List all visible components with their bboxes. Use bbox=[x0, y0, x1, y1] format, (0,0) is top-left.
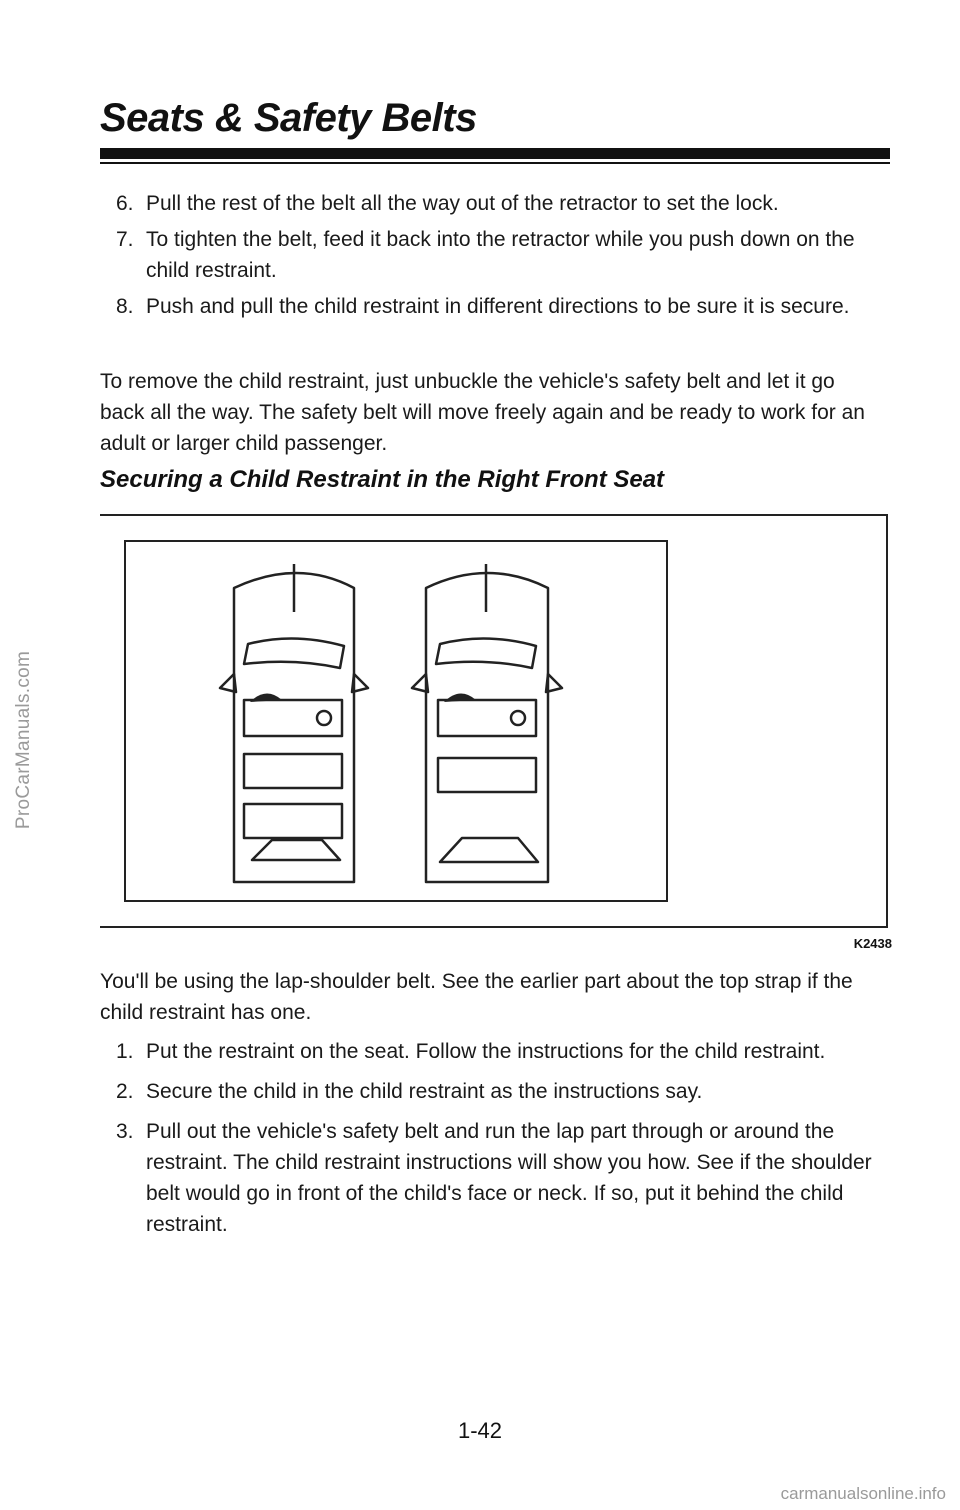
list-item-number: 6. bbox=[116, 192, 134, 215]
steps-list bbox=[116, 1036, 880, 1240]
page-header-title: Seats & Safety Belts bbox=[100, 96, 477, 140]
list-item bbox=[116, 188, 876, 219]
watermark-left-text: ProCarManuals.com bbox=[13, 650, 34, 830]
intro-paragraph: You'll be using the lap-shoulder belt. See the earlier part about the top strap if the child restraint has one. bbox=[100, 970, 853, 1024]
list-item-text: To tighten the belt, feed it back into the retractor while you push down on the child restraint. bbox=[146, 228, 855, 282]
removal-paragraph: To remove the child restraint, just unbuckle the vehicle's safety belt and let it go back all the way. The safety belt will move freely again and be ready to work for an adult or larger child passenger. bbox=[100, 370, 865, 455]
list-item bbox=[116, 224, 876, 286]
vehicle-right-outline bbox=[412, 564, 562, 882]
figure-code: K2438 bbox=[853, 936, 892, 951]
header-rule bbox=[100, 148, 890, 159]
watermark-bottom: carmanualsonline.info bbox=[780, 1484, 946, 1503]
list-item-number: 7. bbox=[116, 228, 134, 251]
list-item-text: Pull the rest of the belt all the way out of the retractor to set the lock. bbox=[146, 192, 779, 215]
list-item-text: Push and pull the child restraint in different directions to be sure it is secure. bbox=[146, 295, 850, 318]
list-item bbox=[116, 291, 876, 322]
list-item-text: Pull out the vehicle's safety belt and run the lap part through or around the restraint. The child restraint instructions will show you how. See if the shoulder belt would go in front of the child's face or neck. If so, put it behind the child restraint. bbox=[146, 1120, 872, 1236]
steps-continued-list bbox=[116, 188, 876, 322]
list-item-number: 1. bbox=[116, 1040, 134, 1063]
vehicle-left-outline bbox=[220, 564, 368, 882]
list-item bbox=[116, 1116, 880, 1240]
page-number: 1-42 bbox=[457, 1418, 503, 1443]
list-item-text: Secure the child in the child restraint as the instructions say. bbox=[146, 1080, 703, 1103]
list-item-number: 2. bbox=[116, 1080, 134, 1103]
list-item bbox=[116, 1036, 880, 1067]
vehicle-top-view-illustration bbox=[126, 542, 666, 900]
list-item-number: 8. bbox=[116, 295, 134, 318]
section-heading: Securing a Child Restraint in the Right Front Seat bbox=[100, 466, 665, 493]
watermark-left bbox=[4, 590, 44, 890]
header-rule-thin bbox=[100, 162, 890, 164]
list-item bbox=[116, 1076, 880, 1107]
list-item-number: 3. bbox=[116, 1120, 134, 1143]
list-item-text: Put the restraint on the seat. Follow the instructions for the child restraint. bbox=[146, 1040, 826, 1063]
figure-illustration bbox=[124, 540, 668, 902]
